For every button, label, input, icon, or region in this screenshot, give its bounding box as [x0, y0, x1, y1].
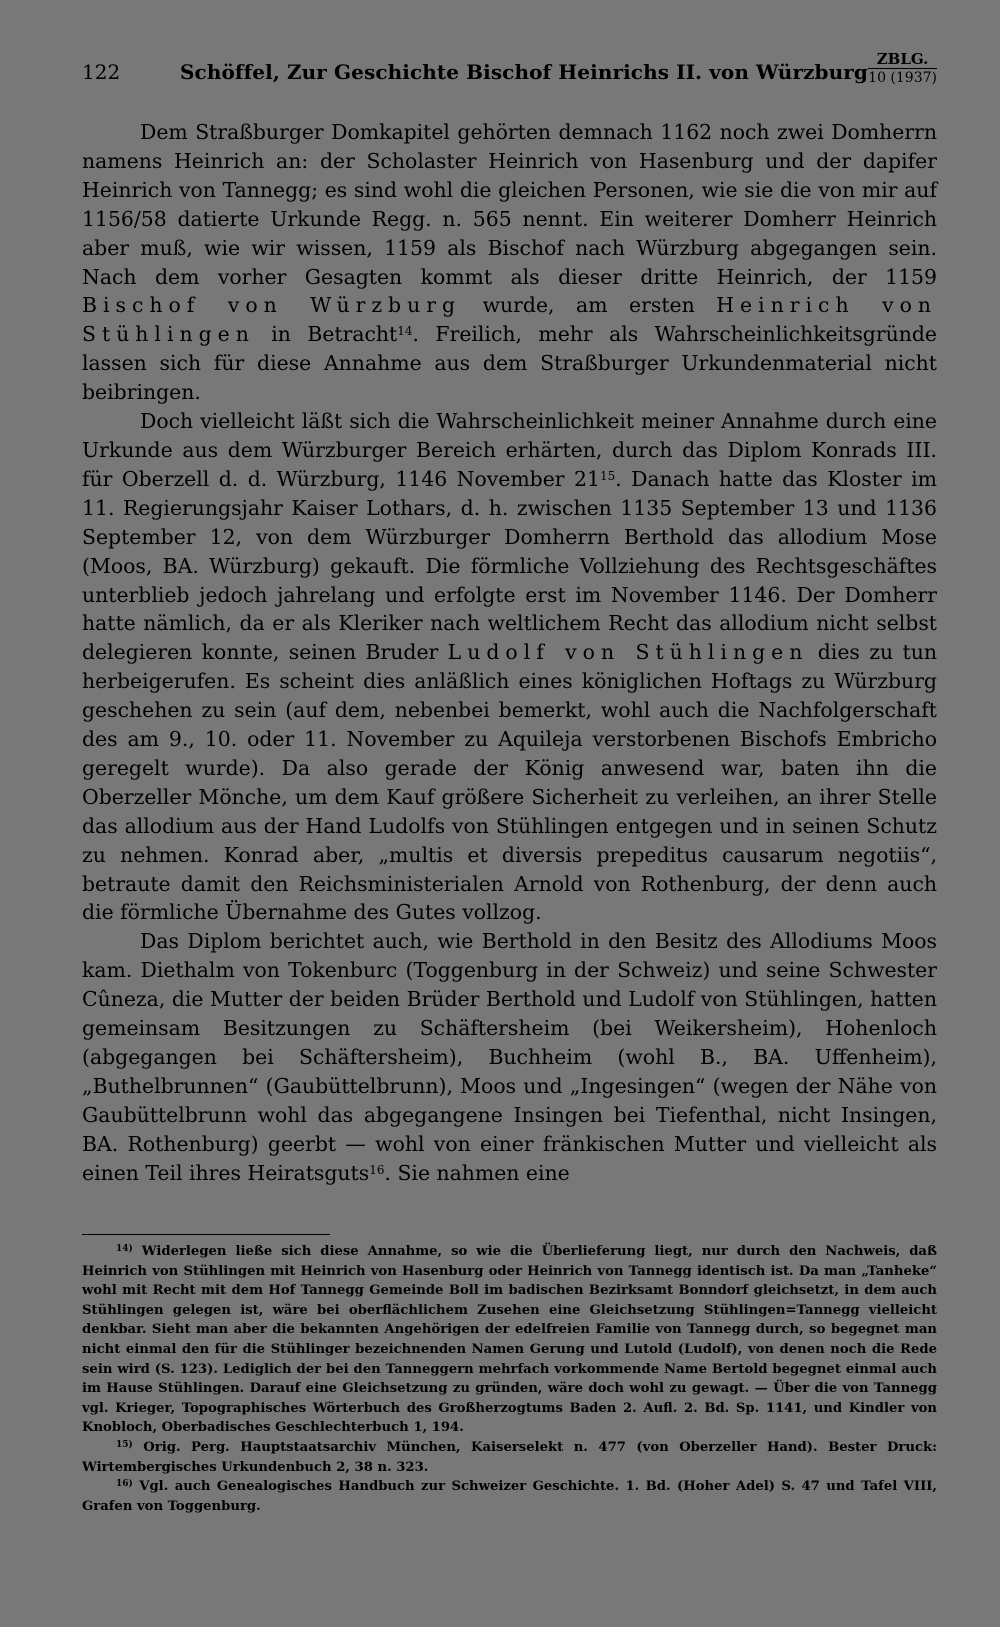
- footnote-15: $^{15)}$ Orig. Perg. Hauptstaatsarchiv München, Kaiserselekt n. 477 (von Oberzeller Hand). Bester Druck: Wirtembergisches Urkundenbuch 2, 38 n. 323.: [82, 1439, 937, 1475]
- spaced-emphasis: Heinrich von Stühlingen: [82, 293, 938, 347]
- footnotes: [82, 1242, 937, 1516]
- footnote-16: $^{16)}$ Vgl. auch Genealogisches Handbuch zur Schweizer Geschichte. 1. Bd. (Hoher Adel) S. 47 und Tafel VIII, Grafen von Toggenburg.: [82, 1479, 937, 1514]
- journal-abbreviation: ZBLG.: [868, 50, 937, 69]
- page-number: 122: [82, 60, 121, 84]
- paragraph-3: Das Diplom berichtet auch, wie Berthold in den Besitz des Allodiums Moos kam. Diethalm von Tokenburc (Toggenburg in der Schweiz) und seine Schwester Cûneza, die Mutter der beiden Brüder Berthold und Ludolf von Stühlingen, hatten gemeinsam Besitzungen zu Schäftersheim (bei Weikersheim), Hohenloch (abgegangen bei Schäftersheim), Buchheim (wohl B., BA. Uffenheim), „Buthelbrunnen“ (Gaubüttelbrunn), Moos und „Ingesingen“ (wegen der Nähe von Gaubüttelbrunn wohl das abgegangene Insingen bei Tiefenthal, nicht Insingen, BA. Rothenburg) geerbt — wohl von einer fränkischen Mutter und vielleicht als einen Teil ihres Heiratsguts$^{16}$. Sie nahmen eine: [82, 929, 937, 1185]
- footnote-14: $^{14)}$ Widerlegen ließe sich diese Annahme, so wie die Überlieferung liegt, nur durch den Nachweis, daß Heinrich von Stühlingen mit Heinrich von Hasenburg oder Heinrich von Tannegg identisch ist. Da man „Tanheke“ wohl mit Recht mit dem Hof Tannegg Gemeinde Boll im badischen Bezirksamt Bonndorf gleichsetzt, in dem auch Stühlingen gelegen ist, wäre bei oberflächlichem Zusehen eine Gleichsetzung Stühlingen=Tannegg vielleicht denkbar. Sieht man aber die bekannten Angehörigen der edelfreien Familie von Tannegg durch, so begegnet man nicht einmal den für die Stühlinger bezeichnenden Namen Gerung und Lutold (Ludolf), von denen noch die Rede sein wird (S. 123). Lediglich der bei den Tanneggern mehrfach vorkommende Name Bertold begegnet einmal auch im Hause Stühlingen. Darauf eine Gleichsetzung zu gründen, wäre doch wohl zu gewagt. — Über die von Tannegg vgl. Krieger, Topographisches Wörterbuch des Großherzogtums Baden 2. Aufl. 2. Bd. Sp. 1141, und Kindler von Knobloch, Oberbadisches Geschlechterbuch 1, 194.: [82, 1244, 937, 1436]
- spaced-emphasis: Bischof von Würzburg: [82, 293, 462, 318]
- paragraph-2: Doch vielleicht läßt sich die Wahrscheinlichkeit meiner Annahme durch eine Urkunde aus dem Würzburger Bereich erhärten, durch das Diplom Konrads III. für Oberzell d. d. Würzburg, 1146 November $21^{15}$. Danach hatte das Kloster im 11. Regierungsjahr Kaiser Lothars, d. h. zwischen 1135 September 13 und 1136 September 12, von dem Würzburger Domherrn Berthold das allodium Mose (Moos, BA. Würzburg) gekauft. Die förmliche Vollziehung des Rechtsgeschäftes unterblieb jedoch jahrelang und erfolgte erst im November 1146. Der Domherr hatte nämlich, da er als Kleriker nach weltlichem Recht das allodium nicht selbst delegieren konnte, seinen Bruder Ludolf von Stühlingen dies zu tun herbeigerufen. Es scheint dies anläßlich eines königlichen Hoftags zu Würzburg geschehen zu sein (auf dem, nebenbei bemerkt, wohl auch die Nachfolgerschaft des am 9., 10. oder 11. November zu Aquileja verstorbenen Bischofs Embricho geregelt wurde). Da also gerade der König anwesend war, baten ihn die Oberzeller Mönche, um dem Kauf größere Sicherheit zu verleihen, an ihrer Stelle das allodium aus der Hand Ludolfs von Stühlingen entgegen und in seinen Schutz zu nehmen. Konrad aber, „multis et diversis prepeditus causarum negotiis“, betraute damit den Reichsministerialen Arnold von Rothenburg, der denn auch die förmliche Übernahme des Gutes vollzog.: [82, 409, 937, 925]
- footnote-separator: [82, 1234, 330, 1235]
- footnote-number: 15): [116, 1439, 133, 1450]
- page-header: [82, 50, 937, 96]
- spaced-emphasis: Ludolf von Stühlingen: [447, 640, 809, 665]
- footnote-ref-16: 16: [369, 1162, 385, 1177]
- main-text: [82, 118, 937, 1188]
- journal-volume: 10 (1937): [868, 70, 937, 86]
- journal-reference: [868, 50, 937, 87]
- running-title: Schöffel, Zur Geschichte Bischof Heinrichs II. von Würzburg: [180, 60, 868, 84]
- footnote-ref-14: 14: [397, 324, 413, 339]
- footnote-number: 14): [116, 1244, 133, 1254]
- footnote-ref-15: 15: [599, 468, 616, 483]
- paragraph-1: Dem Straßburger Domkapitel gehörten demnach 1162 noch zwei Domherrn namens Heinrich an: der Scholaster Heinrich von Hasenburg und der dapifer Heinrich von Tannegg; es sind wohl die gleichen Personen, wie sie die von mir auf 1156/58 datierte Urkunde Regg. n. 565 nennt. Ein weiterer Domherr Heinrich aber muß, wie wir wissen, 1159 als Bischof nach Würzburg abgegangen sein. Nach dem vorher Gesagten kommt als dieser dritte Heinrich, der 1159 Bischof von Würzburg wurde, am ersten Heinrich von Stühlingen in Betracht$^{14}$. Freilich, mehr als Wahrscheinlichkeitsgründe lassen sich für diese Annahme aus dem Straßburger Urkundenmaterial nicht beibringen.: [82, 120, 938, 405]
- footnote-number: 16): [116, 1479, 133, 1490]
